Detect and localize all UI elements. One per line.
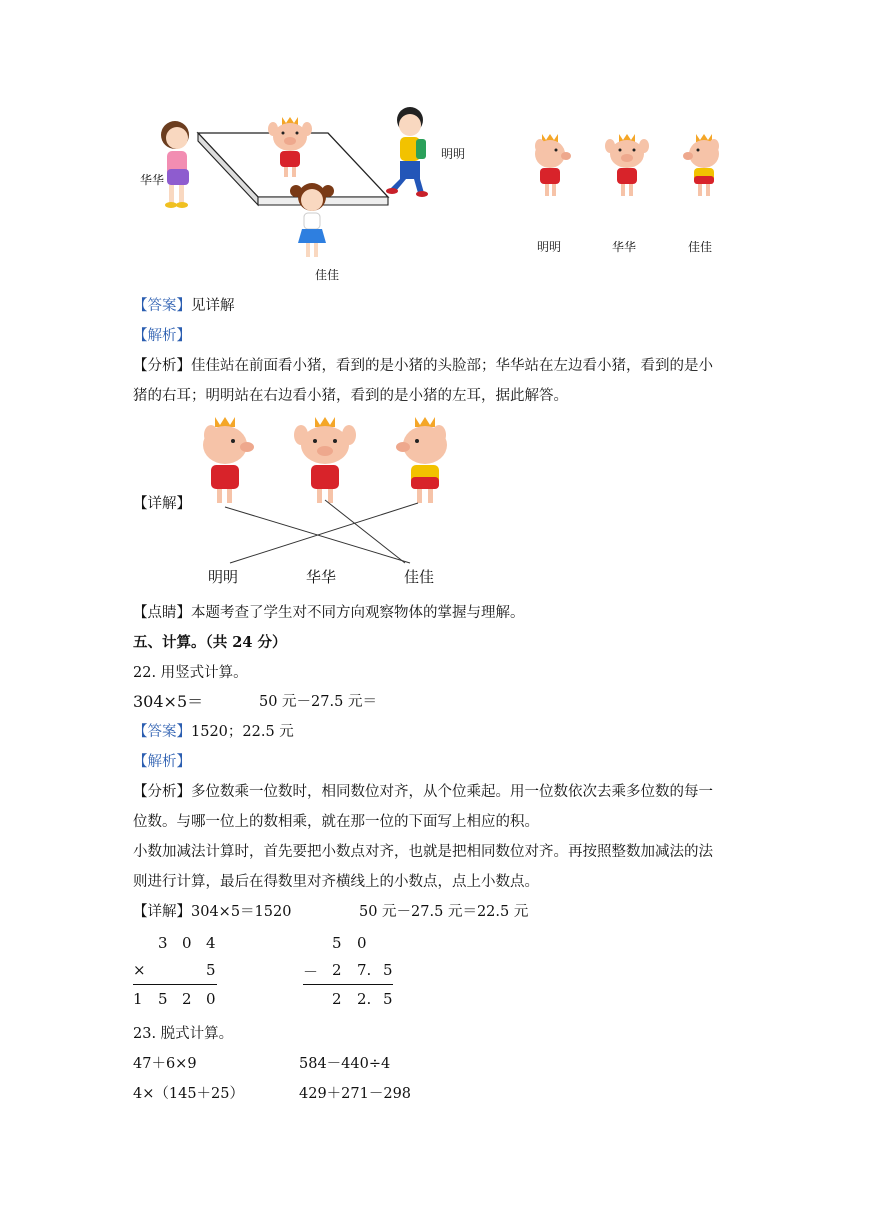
- mult-digit: 5: [206, 961, 216, 979]
- view-label-1: 明明: [537, 240, 562, 254]
- dianjing-text: 本题考查了学生对不同方向观察物体的掌握与理解。: [191, 605, 525, 621]
- sub-digit: 0: [357, 934, 367, 952]
- match-line-3: [230, 503, 418, 563]
- sub-digit: 5: [332, 934, 342, 952]
- sub-result-digit: 2.: [357, 990, 372, 1008]
- match-line-2: [325, 500, 405, 563]
- dianjing-tag: 【点睛】: [133, 605, 191, 621]
- q21-analysis-line: [133, 326, 191, 346]
- q23-title: 23. 脱式计算。: [133, 1026, 234, 1042]
- match-label-2: 华华: [306, 568, 337, 586]
- q22-expr2: 50 元－27.5 元＝: [259, 694, 377, 710]
- q21-dianjing-line: [133, 603, 525, 623]
- answer-tag: 【答案】: [133, 298, 191, 314]
- q21-fenxi-line1: [133, 356, 713, 376]
- section-title: 五、计算。（共 24 分）: [133, 634, 287, 651]
- mult-digit: 0: [182, 934, 192, 952]
- fenxi-tag: 【分析】: [133, 784, 191, 800]
- q23-expr-4: 429＋271－298: [299, 1086, 412, 1102]
- answer-tag: 【答案】: [133, 724, 191, 740]
- q22-title: 22. 用竖式计算。: [133, 665, 248, 681]
- sub-digit: 7.: [357, 961, 372, 979]
- sub-result-digit: 2: [332, 990, 342, 1008]
- mult-result-digit: 2: [182, 990, 192, 1008]
- label-huahua: 华华: [140, 173, 165, 187]
- q21-fenxi-line2: [133, 386, 568, 406]
- q22-fenxi-line3: 小数加减法计算时，首先要把小数点对齐，也就是把相同数位对齐。再按照整数加减法的法: [133, 844, 713, 860]
- mult-digit: 3: [158, 934, 168, 952]
- mult-result-digit: 5: [158, 990, 168, 1008]
- analysis-tag: 【解析】: [133, 328, 191, 344]
- q22-analysis-line: [133, 752, 191, 772]
- detail-eq2: 50 元－27.5 元＝22.5 元: [359, 904, 529, 920]
- answer-text: 见详解: [191, 298, 235, 314]
- sub-result-digit: 5: [383, 990, 393, 1008]
- q21-answer-line: [133, 296, 235, 316]
- q23-expr-2: 584－440÷4: [299, 1056, 391, 1072]
- fenxi-text-2: 猪的右耳；明明站在右边看小猪，看到的是小猪的左耳，据此解答。: [133, 388, 568, 404]
- view-label-3: 佳佳: [688, 240, 713, 254]
- q22-fenxi-line4: 则进行计算，最后在得数里对齐横线上的小数点，点上小数点。: [133, 874, 539, 890]
- q23-expr-1: 47＋6×9: [133, 1056, 197, 1072]
- observation-scene-figure: [140, 105, 480, 285]
- label-jiajia: 佳佳: [315, 268, 340, 282]
- q23-expr-3: 4×（145＋25）: [133, 1086, 245, 1102]
- mult-result-digit: 0: [206, 990, 216, 1008]
- mult-digit: 4: [206, 934, 216, 952]
- matching-figure: [190, 415, 470, 575]
- analysis-tag: 【解析】: [133, 754, 191, 770]
- fenxi-text-1: 多位数乘一位数时，相同数位对齐，从个位乘起。用一位数依次去乘多位数的每一: [191, 784, 713, 800]
- match-label-1: 明明: [208, 568, 239, 586]
- mult-operator: ×: [133, 961, 146, 979]
- fenxi-tag: 【分析】: [133, 358, 191, 374]
- pig-views-figure: [525, 130, 735, 205]
- detail-eq1: 304×5＝1520: [191, 904, 292, 920]
- detail-tag: 【详解】: [133, 496, 191, 512]
- q22-fenxi-line1: [133, 782, 713, 802]
- answer-text: 1520；22.5 元: [191, 724, 294, 740]
- q21-detail-line: [133, 494, 191, 514]
- mult-rule: [133, 984, 217, 985]
- sub-rule: [303, 984, 393, 985]
- q22-fenxi-line2: 位数。与哪一位上的数相乘，就在那一位的下面写上相应的积。: [133, 814, 539, 830]
- sub-digit: 2: [332, 961, 342, 979]
- q22-answer-line: [133, 722, 294, 742]
- label-mingming: 明明: [441, 147, 466, 161]
- match-label-3: 佳佳: [404, 568, 435, 586]
- view-label-2: 华华: [612, 240, 637, 254]
- q22-expr-line: [133, 692, 377, 713]
- sub-digit: 5: [383, 961, 393, 979]
- q22-detail-line: [133, 902, 529, 922]
- sub-operator: －: [303, 963, 319, 981]
- fenxi-text-1: 佳佳站在前面看小猪，看到的是小猪的头脸部；华华站在左边看小猪，看到的是小: [191, 358, 713, 374]
- q22-expr1: 304×5＝: [133, 692, 204, 711]
- detail-tag: 【详解】: [133, 904, 191, 920]
- mult-result-digit: 1: [133, 990, 143, 1008]
